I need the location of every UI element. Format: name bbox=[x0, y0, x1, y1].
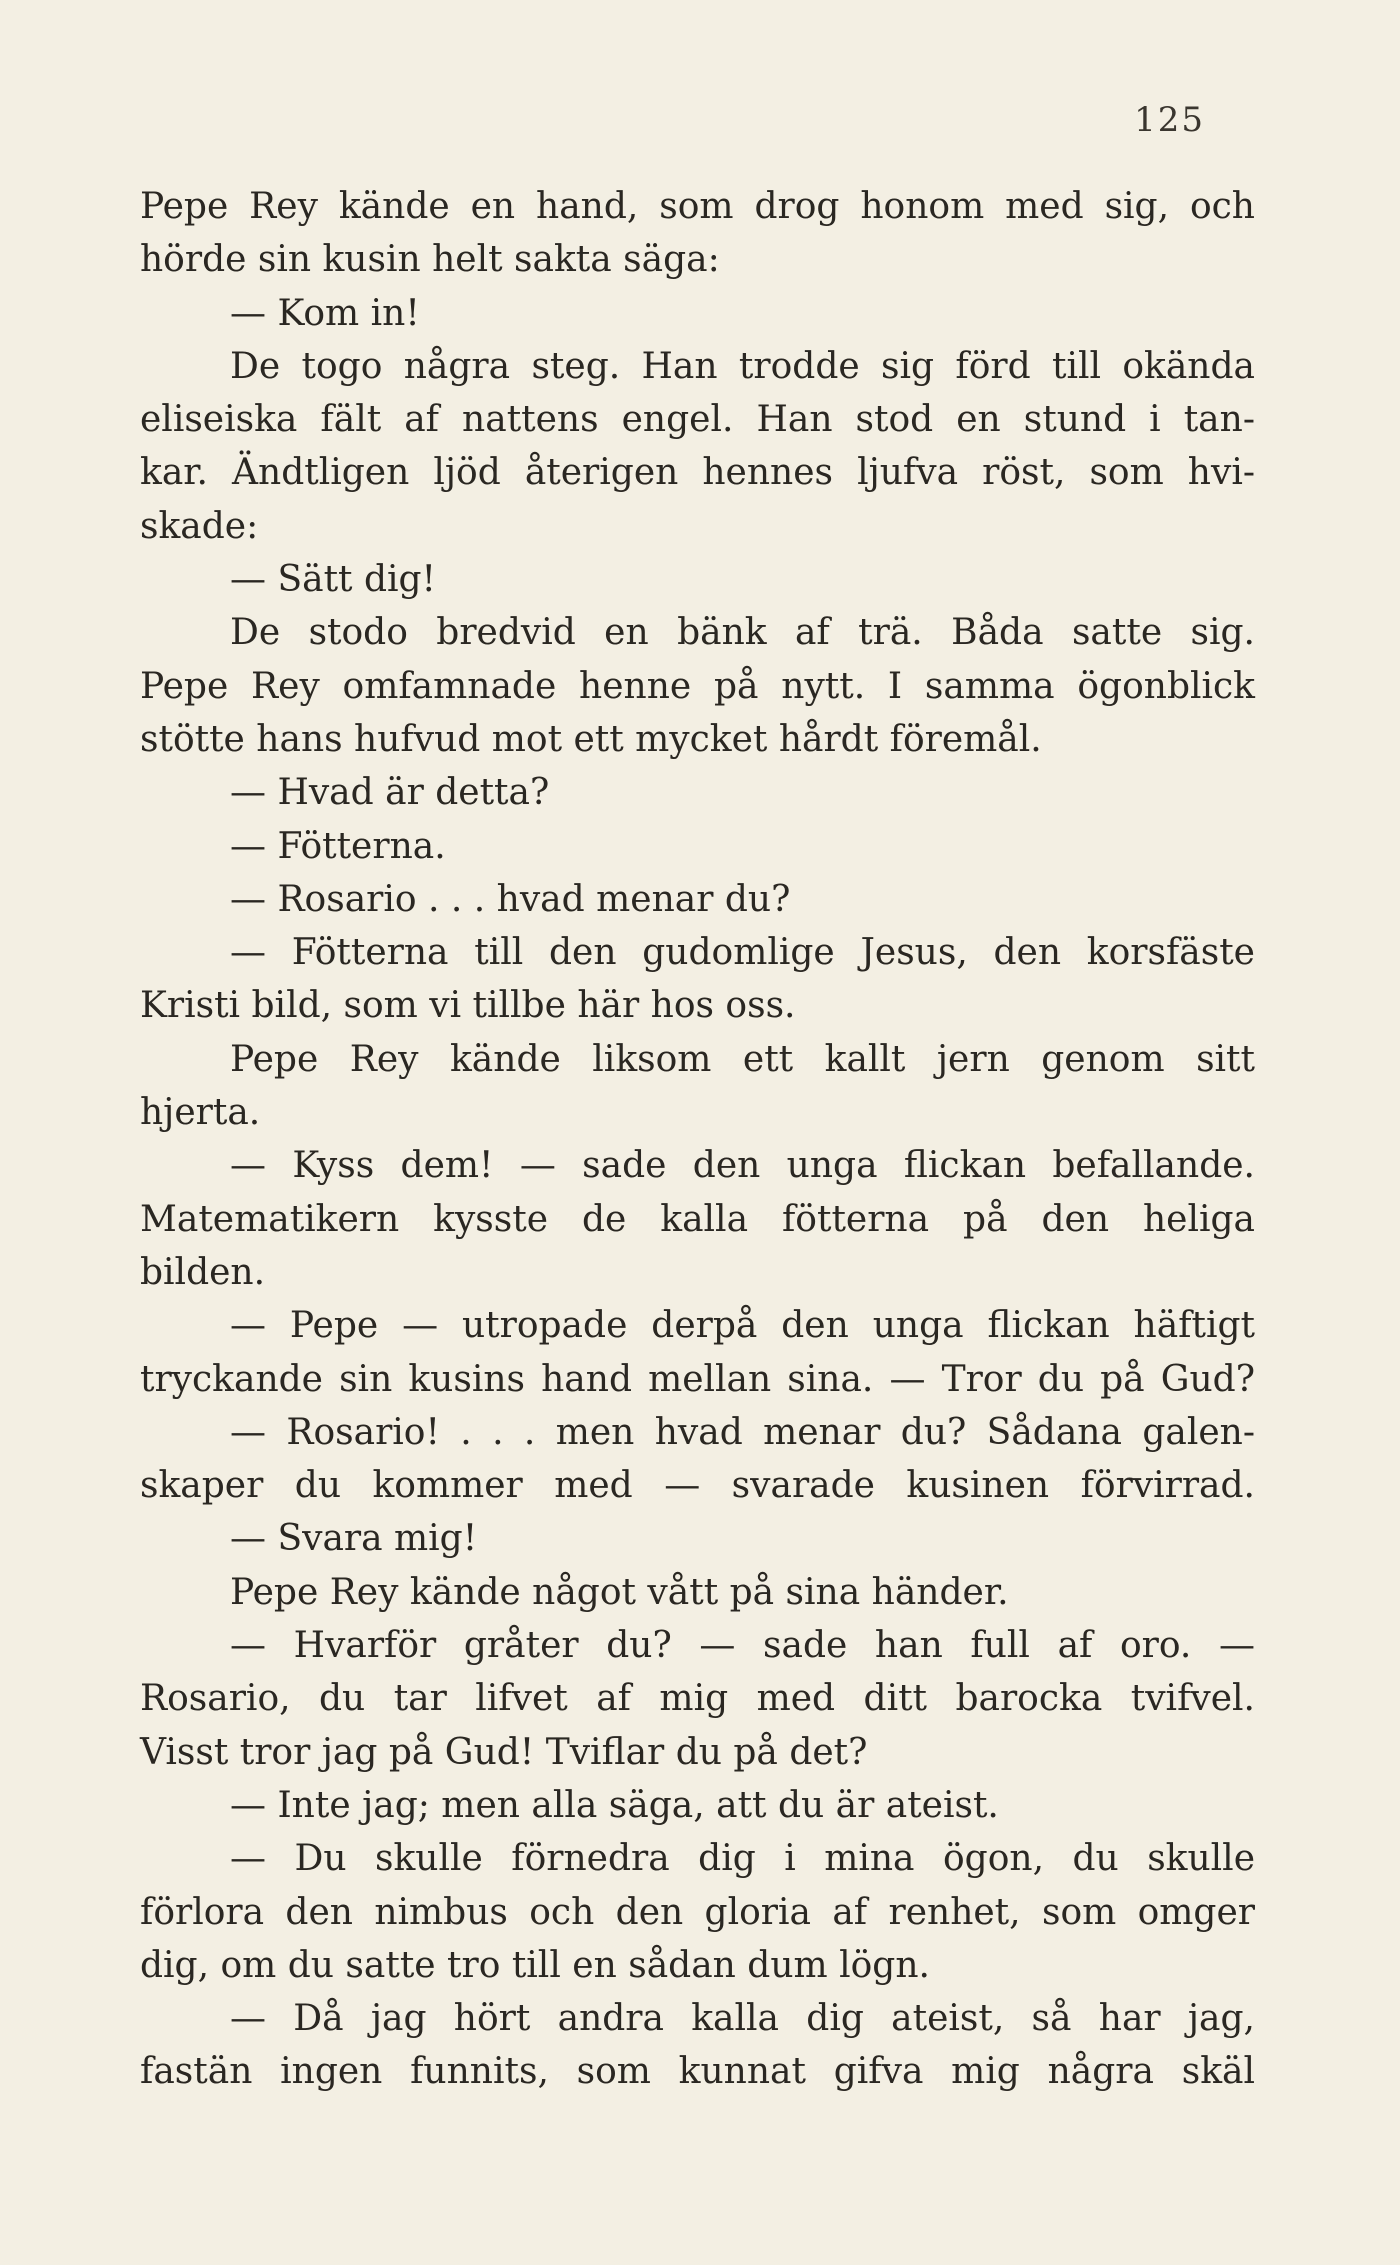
text-line: bilden. bbox=[140, 1251, 266, 1293]
page-number: 125 bbox=[1134, 100, 1205, 140]
text-line: — Inte jag; men alla säga, att du är ateist. bbox=[230, 1784, 999, 1826]
text-line: — Rosario . . . hvad menar du? bbox=[230, 878, 791, 920]
text-line: skade: bbox=[140, 505, 259, 547]
text-line: De togo några steg. Han trodde sig förd till okända bbox=[230, 345, 1255, 387]
text-line: — Rosario! . . . men hvad menar du? Sådana galen- bbox=[230, 1411, 1255, 1453]
text-line: stötte hans hufvud mot ett mycket hårdt föremål. bbox=[140, 718, 1042, 760]
text-line: Pepe Rey kände liksom ett kallt jern genom sitt bbox=[230, 1038, 1255, 1080]
text-line: Matematikern kysste de kalla fötterna på den heliga bbox=[140, 1198, 1255, 1240]
text-line: Rosario, du tar lifvet af mig med ditt barocka tvifvel. bbox=[140, 1678, 1255, 1720]
text-line: — Fötterna till den gudomlige Jesus, den korsfäste bbox=[230, 932, 1255, 974]
text-line: hörde sin kusin helt sakta säga: bbox=[140, 239, 720, 281]
body-text bbox=[140, 180, 1255, 2099]
text-line: — Då jag hört andra kalla dig ateist, så har jag, bbox=[230, 1998, 1255, 2040]
text-line: — Hvad är detta? bbox=[230, 772, 550, 814]
text-line: Kristi bild, som vi tillbe här hos oss. bbox=[140, 985, 796, 1027]
text-line: — Sätt dig! bbox=[230, 559, 437, 601]
text-line: Visst tror jag på Gud! Tviflar du på det? bbox=[140, 1731, 868, 1773]
text-line: — Kyss dem! — sade den unga flickan befallande. bbox=[230, 1145, 1255, 1187]
text-line: hjerta. bbox=[140, 1092, 261, 1134]
text-line: Pepe Rey omfamnade henne på nytt. I samma ögonblick bbox=[140, 665, 1255, 707]
text-line: skaper du kommer med — svarade kusinen förvirrad. bbox=[140, 1465, 1255, 1507]
text-line: — Pepe — utropade derpå den unga flickan häftigt bbox=[230, 1305, 1255, 1347]
text-line: De stodo bredvid en bänk af trä. Båda satte sig. bbox=[230, 612, 1255, 654]
text-line: — Hvarför gråter du? — sade han full af oro. — bbox=[230, 1625, 1255, 1667]
text-line: Pepe Rey kände en hand, som drog honom med sig, och bbox=[140, 186, 1255, 227]
text-line: Pepe Rey kände något vått på sina händer. bbox=[230, 1571, 1009, 1613]
text-line: — Kom in! bbox=[230, 292, 420, 334]
text-line: eliseiska fält af nattens engel. Han stod en stund i tan- bbox=[140, 399, 1255, 441]
text-line: kar. Ändtligen ljöd återigen hennes ljufva röst, som hvi- bbox=[140, 452, 1255, 494]
text-line: — Du skulle förnedra dig i mina ögon, du skulle bbox=[230, 1838, 1255, 1880]
text-line: tryckande sin kusins hand mellan sina. — Tror du på Gud? bbox=[140, 1358, 1255, 1400]
text-line: förlora den nimbus och den gloria af renhet, som omger bbox=[140, 1891, 1255, 1933]
text-line: — Svara mig! bbox=[230, 1518, 478, 1560]
text-line: dig, om du satte tro till en sådan dum lögn. bbox=[140, 1944, 930, 1986]
text-line: fastän ingen funnits, som kunnat gifva mig några skäl bbox=[140, 2051, 1255, 2093]
text-line: — Fötterna. bbox=[230, 825, 446, 867]
